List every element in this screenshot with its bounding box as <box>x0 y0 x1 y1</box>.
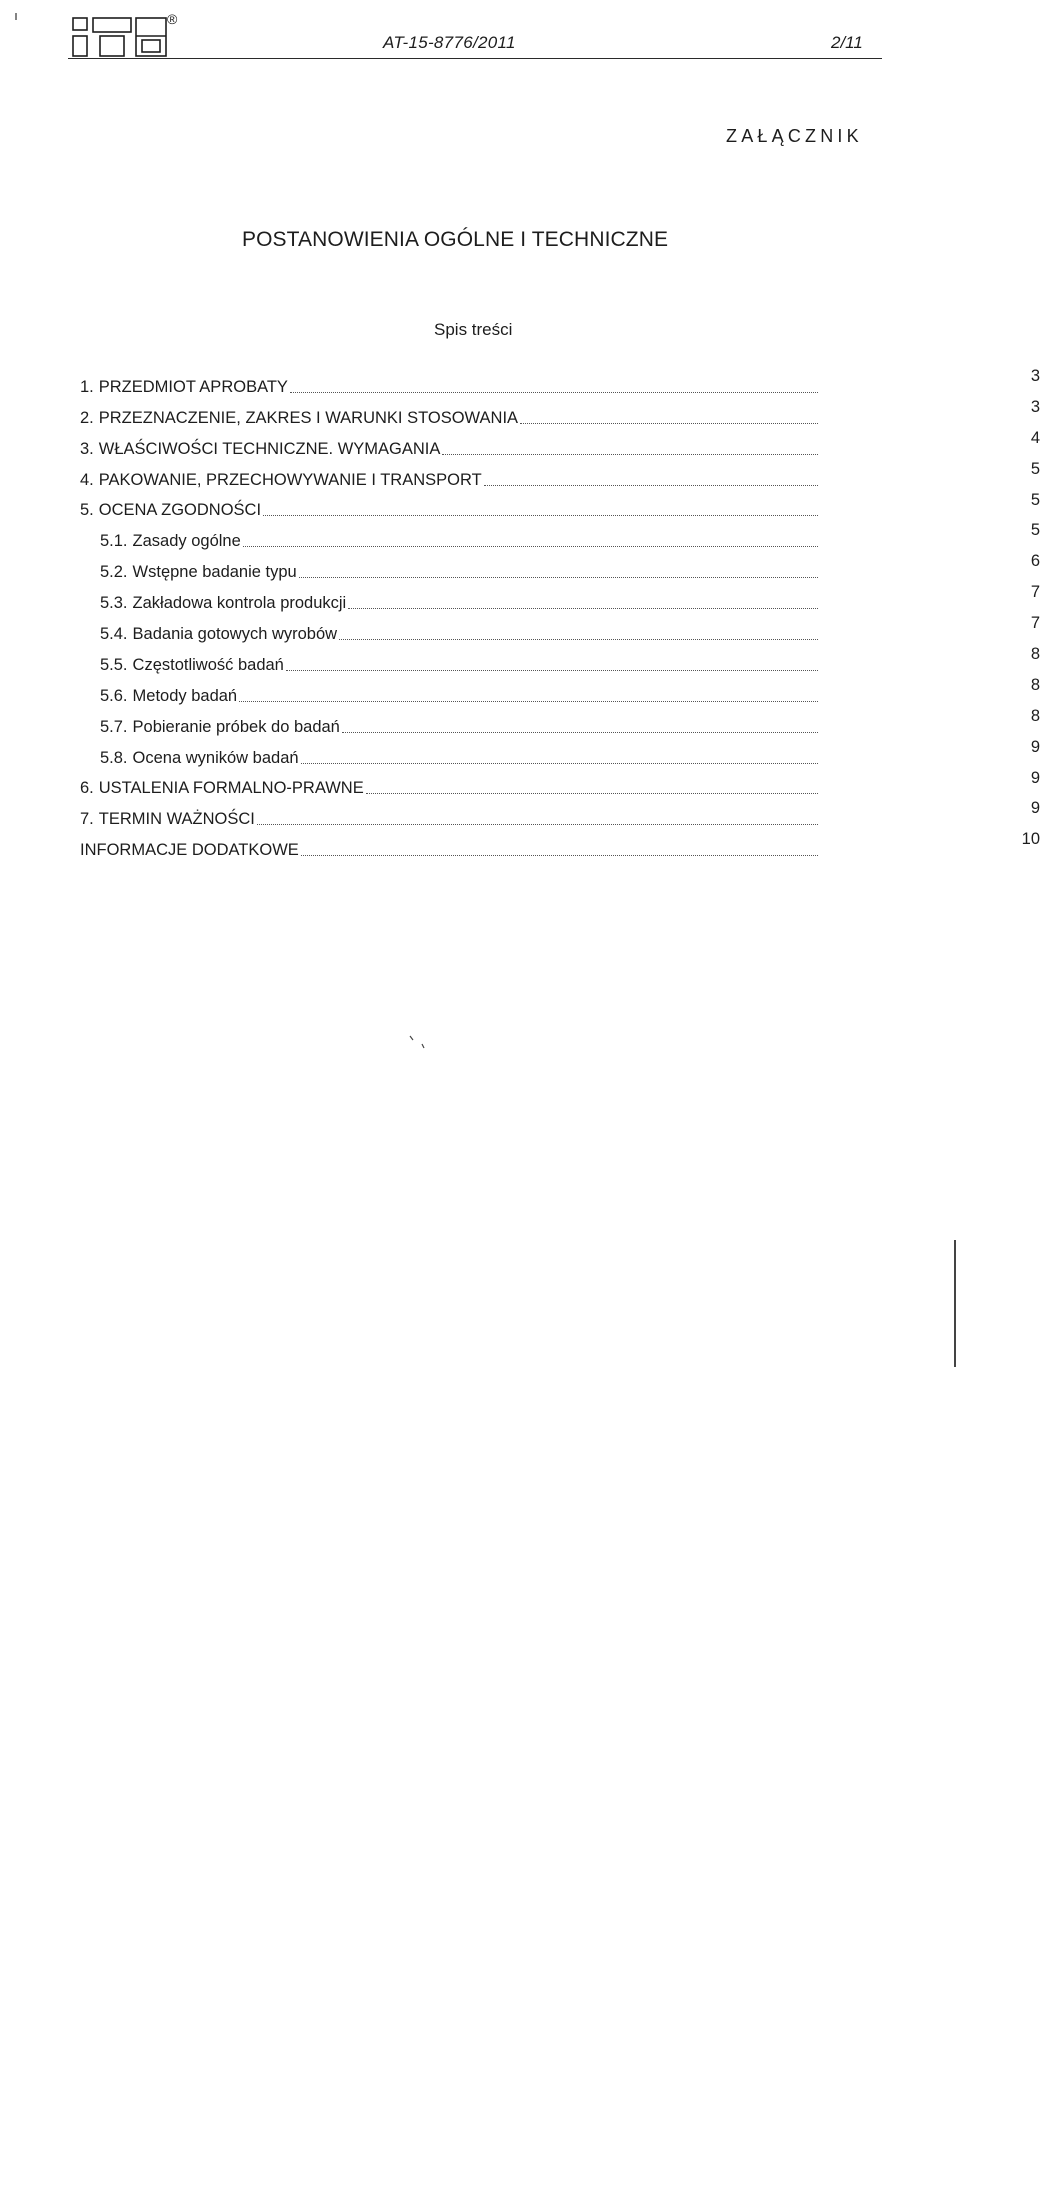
toc-entry <box>80 582 1040 613</box>
toc-entry-number: 6. <box>80 779 94 798</box>
toc-entry-page: 8 <box>1030 706 1040 725</box>
toc-entry <box>80 397 1040 428</box>
toc-entry-page: 6 <box>1030 552 1040 571</box>
toc-entry-number: 5. <box>80 501 94 520</box>
toc-entry <box>80 459 1040 490</box>
itb-logo <box>70 14 170 58</box>
toc-entry-label: INFORMACJE DODATKOWE <box>80 841 299 860</box>
toc-entry-label: Wstępne badanie typu <box>132 563 297 582</box>
scan-speck <box>14 8 18 16</box>
toc-entry-page: 4 <box>1030 428 1040 447</box>
toc-entry-number: 5.2. <box>100 563 128 582</box>
page-number: 2/11 <box>831 33 863 52</box>
toc-entry-page: 3 <box>1030 367 1040 385</box>
toc-entry <box>80 428 1040 459</box>
toc-entry-label: PRZEDMIOT APROBATY <box>98 377 288 396</box>
annex-label: ZAŁĄCZNIK <box>726 126 863 146</box>
toc-entry-label: Metody badań <box>132 686 238 705</box>
toc-entry-number: 5.3. <box>100 594 128 613</box>
toc-entry-label: Częstotliwość badań <box>132 655 284 674</box>
toc-entry-page: 7 <box>1030 614 1040 633</box>
toc-entry-page: 5 <box>1030 490 1040 509</box>
toc-entry-label: PAKOWANIE, PRZECHOWYWANIE I TRANSPORT <box>98 470 482 489</box>
toc-entry-page: 3 <box>1030 397 1040 416</box>
toc-entry-number: 7. <box>80 810 94 829</box>
toc-entry-label: Zakładowa kontrola produkcji <box>132 594 347 613</box>
document-number: AT-15-8776/2011 <box>383 33 516 52</box>
toc-entry-label: OCENA ZGODNOŚCI <box>98 501 262 520</box>
toc-heading: Spis treści <box>434 320 513 339</box>
toc-entry <box>80 644 1040 675</box>
toc-entry-label: PRZEZNACZENIE, ZAKRES I WARUNKI STOSOWANIA <box>98 408 519 427</box>
toc-entry-label: Pobieranie próbek do badań <box>132 717 340 736</box>
toc-entry-page: 9 <box>1030 799 1040 818</box>
toc-entry <box>80 366 1040 397</box>
scan-specks <box>408 1034 432 1054</box>
toc-entry-number: 5.1. <box>100 532 128 551</box>
table-of-contents <box>80 366 1040 860</box>
toc-entry-number: 5.7. <box>100 717 128 736</box>
toc-entry-label: Zasady ogólne <box>132 532 241 551</box>
toc-entry-number: 5.8. <box>100 748 128 767</box>
toc-entry-page: 9 <box>1030 768 1040 787</box>
toc-entry-page: 9 <box>1030 737 1040 756</box>
toc-entry <box>80 829 1040 860</box>
toc-entry-number: 2. <box>80 408 94 427</box>
toc-entry <box>80 675 1040 706</box>
toc-entry-number: 4. <box>80 470 94 489</box>
toc-entry <box>80 520 1040 551</box>
toc-entry <box>80 768 1040 799</box>
header-divider <box>68 58 882 59</box>
toc-entry-label: WŁAŚCIWOŚCI TECHNICZNE. WYMAGANIA <box>98 439 441 458</box>
toc-entry-page: 8 <box>1030 675 1040 694</box>
toc-entry-number: 3. <box>80 439 94 458</box>
toc-entry-label: Badania gotowych wyrobów <box>132 625 338 644</box>
toc-entry-number: 1. <box>80 377 94 396</box>
toc-entry-number: 5.5. <box>100 655 128 674</box>
registered-trademark-icon: ® <box>167 11 178 27</box>
toc-entry-page: 10 <box>1021 830 1040 849</box>
scan-edge <box>954 1240 956 1367</box>
toc-entry-label: Ocena wyników badań <box>132 748 299 767</box>
toc-entry <box>80 706 1040 737</box>
toc-entry-number: 5.6. <box>100 686 128 705</box>
toc-entry-page: 5 <box>1030 459 1040 478</box>
toc-entry <box>80 737 1040 768</box>
toc-entry <box>80 490 1040 521</box>
toc-entry-number: 5.4. <box>100 625 128 644</box>
page-title: POSTANOWIENIA OGÓLNE I TECHNICZNE <box>242 228 669 251</box>
toc-entry <box>80 798 1040 829</box>
toc-entry <box>80 613 1040 644</box>
toc-entry-page: 7 <box>1030 583 1040 602</box>
toc-entry <box>80 551 1040 582</box>
toc-entry-label: USTALENIA FORMALNO-PRAWNE <box>98 779 364 798</box>
toc-entry-label: TERMIN WAŻNOŚCI <box>98 810 255 829</box>
toc-entry-page: 5 <box>1030 521 1040 540</box>
toc-entry-page: 8 <box>1030 645 1040 664</box>
